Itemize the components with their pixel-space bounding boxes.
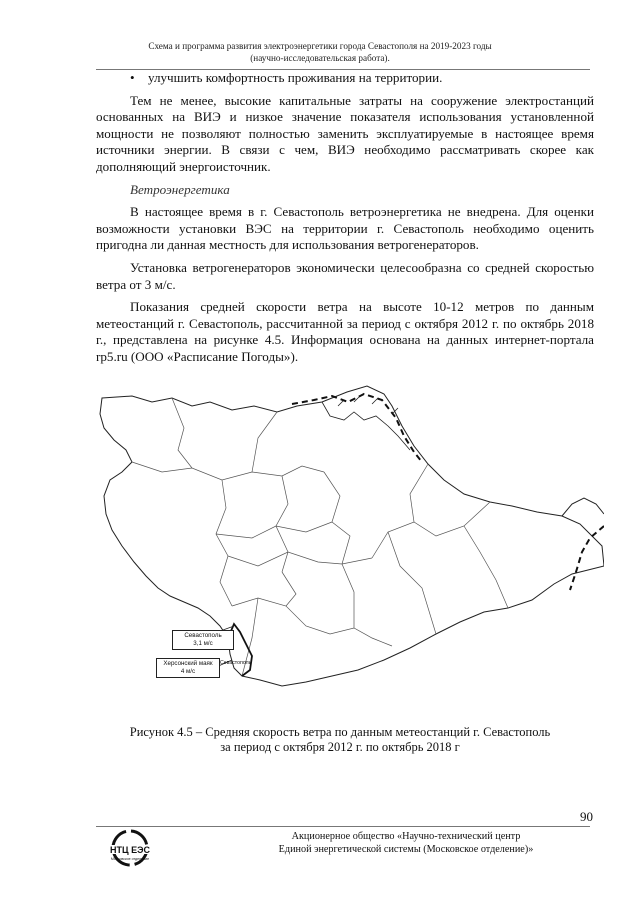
district-border	[372, 502, 490, 558]
district-border	[464, 526, 508, 608]
northern-border-dashed	[292, 394, 422, 462]
district-border	[324, 472, 350, 564]
district-border	[388, 532, 436, 634]
district-border	[252, 412, 277, 472]
district-border	[228, 552, 372, 566]
header-line-2: (научно-исследовательская работа).	[250, 53, 390, 63]
station-name: Херсонский маяк	[163, 660, 213, 667]
footer-line-1: Акционерное общество «Научно-технический центр	[291, 831, 521, 842]
crimea-map-figure	[92, 376, 604, 694]
paragraph-2: В настоящее время в г. Севастополь ветроэнергетика не внедрена. Для оценки возможности установки ВЭС на территории г. Севастополь необходимо оценить пригодна ли данная местность для использования ветрогенераторов.	[96, 204, 594, 253]
district-border	[232, 598, 392, 646]
district-border	[172, 398, 192, 468]
page-number: 90	[580, 809, 593, 824]
city-label-sevastopol: Севастополь	[220, 660, 252, 666]
page-header	[96, 40, 544, 64]
bullet-item	[96, 70, 594, 87]
station-label-khersones	[156, 658, 220, 678]
logo-icon	[102, 826, 158, 876]
page-footer	[216, 830, 596, 856]
logo-subtext: Московское отделение	[110, 857, 150, 861]
district-border	[410, 464, 428, 522]
body-text	[96, 70, 594, 366]
footer-divider	[96, 826, 590, 827]
subheading-wind-energy: Ветроэнергетика	[130, 181, 230, 197]
caption-line-2: за период с октября 2012 г. по октябрь 2018 г	[220, 740, 460, 754]
sivash-islands	[338, 396, 398, 414]
caption-line-1: Рисунок 4.5 – Средняя скорость ветра по данным метеостанций г. Севастополь	[129, 725, 551, 739]
district-border	[282, 572, 296, 606]
district-border	[276, 476, 288, 572]
figure-caption	[120, 725, 560, 755]
logo-text: НТЦ ЕЭС	[110, 845, 150, 855]
paragraph-3: Установка ветрогенераторов экономически целесообразна со средней скоростью ветра от 3 м/с.	[96, 259, 594, 292]
eastern-border-dashed	[570, 526, 604, 590]
district-border	[216, 480, 232, 606]
district-border	[132, 462, 324, 480]
station-speed: 3,1 м/с	[193, 640, 213, 647]
paragraph-1: Тем не менее, высокие капитальные затраты на сооружение электростанций основанных на ВИЭ и низкое значение показателя использования установленной мощности не позволяют полностью заменить эксплуатируемые в настоящее время источники энергии. В связи с чем, ВИЭ необходимо рассматривать скорее как дополняющий энергоисточник.	[96, 92, 594, 174]
footer-line-2: Единой энергетической системы (Московское отделение)»	[278, 844, 534, 855]
paragraph-4: Показания средней скорости ветра на высоте 10-12 метров по данным метеостанций г. Севастополь, рассчитанной за период с октября 2012 г. по октябрь 2018 г., представлена на рисунке 4.5. Информация основана на данных интернет-портала rp5.ru (ООО «Расписание Погоды»).	[96, 299, 594, 364]
header-line-1: Схема и программа развития электроэнергетики города Севастополя на 2019-2023 годы	[148, 41, 492, 51]
district-border	[342, 564, 354, 628]
kerch-coast	[562, 498, 604, 516]
company-logo	[102, 826, 158, 876]
bullet-icon: •	[130, 70, 135, 85]
station-name: Севастополь	[184, 632, 222, 639]
district-border	[216, 522, 332, 538]
bullet-text: улучшить комфортность проживания на территории.	[148, 70, 443, 85]
crimea-map-svg	[92, 376, 604, 694]
station-label-sevastopol	[172, 630, 234, 650]
station-speed: 4 м/с	[180, 668, 196, 675]
